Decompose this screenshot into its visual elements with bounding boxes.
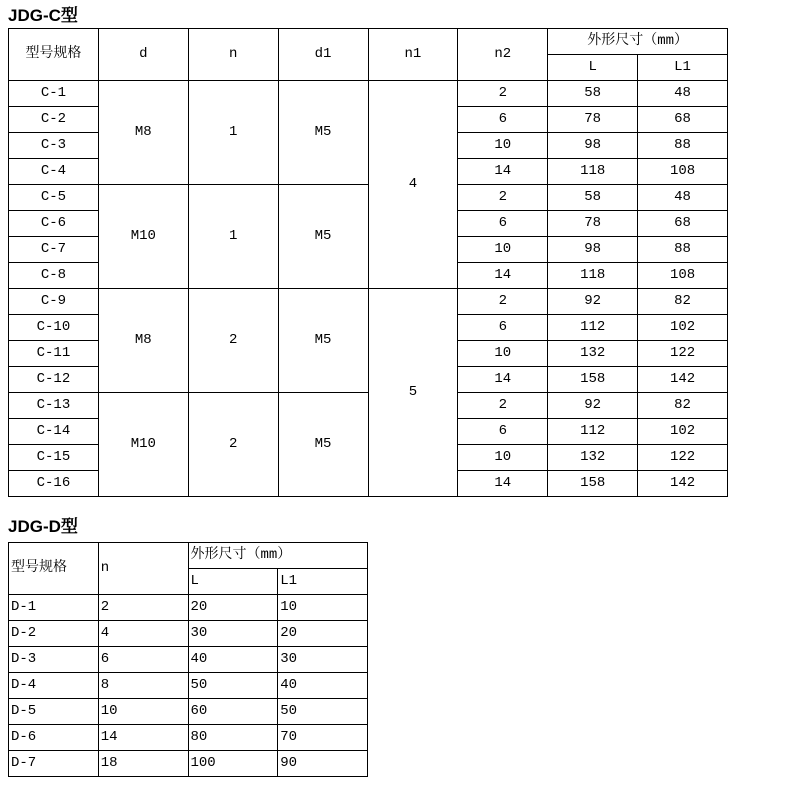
table-row: [9, 673, 368, 699]
table-cell: M5: [278, 81, 368, 185]
table-cell: 6: [98, 647, 188, 673]
col-header-d: d: [98, 29, 188, 81]
table-cell: 40: [188, 647, 278, 673]
table-cell: M10: [98, 185, 188, 289]
table-cell: 1: [188, 81, 278, 185]
table-cell: 30: [278, 647, 368, 673]
table-cell: C-13: [9, 393, 99, 419]
table-cell: 88: [638, 237, 728, 263]
table-row: [9, 699, 368, 725]
table-cell: C-3: [9, 133, 99, 159]
table-cell: 20: [278, 621, 368, 647]
table-cell: 18: [98, 751, 188, 777]
table-cell: D-2: [9, 621, 99, 647]
table-cell: 60: [188, 699, 278, 725]
table-cell: 20: [188, 595, 278, 621]
table-cell: D-4: [9, 673, 99, 699]
table-cell: 4: [368, 81, 458, 289]
table-cell: 2: [188, 393, 278, 497]
table-cell: 142: [638, 367, 728, 393]
table-cell: C-15: [9, 445, 99, 471]
col-header-L: L: [548, 55, 638, 81]
table-cell: 58: [548, 81, 638, 107]
jdg-d-table-body: [9, 595, 368, 777]
jdg-c-table-head: [9, 29, 728, 81]
table-row: [9, 725, 368, 751]
table-row: [9, 289, 728, 315]
table-cell: 108: [638, 159, 728, 185]
table-cell: 8: [98, 673, 188, 699]
jdg-c-table-body: [9, 81, 728, 497]
table-cell: 4: [98, 621, 188, 647]
table-cell: 48: [638, 81, 728, 107]
table-cell: 2: [458, 185, 548, 211]
table-cell: M5: [278, 185, 368, 289]
table-row: [9, 81, 728, 107]
header-row: [9, 543, 368, 569]
table-cell: 98: [548, 133, 638, 159]
table-cell: 82: [638, 289, 728, 315]
table-cell: 14: [98, 725, 188, 751]
col-header-model-spec: 型号规格: [9, 29, 99, 81]
section-title-jdg-c: JDG-C型: [8, 6, 78, 25]
table-cell: 142: [638, 471, 728, 497]
table-cell: 100: [188, 751, 278, 777]
table-cell: 14: [458, 471, 548, 497]
table-cell: 108: [638, 263, 728, 289]
table-cell: D-6: [9, 725, 99, 751]
table-cell: D-7: [9, 751, 99, 777]
table-cell: 92: [548, 393, 638, 419]
jdg-d-table-head: [9, 543, 368, 595]
table-cell: C-14: [9, 419, 99, 445]
col-header-model-spec: 型号规格: [9, 543, 99, 595]
table-cell: 50: [278, 699, 368, 725]
table-cell: 68: [638, 211, 728, 237]
table-cell: C-16: [9, 471, 99, 497]
table-cell: 122: [638, 341, 728, 367]
table-row: [9, 647, 368, 673]
section-title-jdg-d: JDG-D型: [8, 517, 78, 536]
jdg-c-table: [8, 28, 728, 497]
table-cell: 10: [458, 341, 548, 367]
col-header-L1: L1: [278, 569, 368, 595]
col-header-n1: n1: [368, 29, 458, 81]
table-cell: C-9: [9, 289, 99, 315]
table-cell: M5: [278, 289, 368, 393]
table-cell: 48: [638, 185, 728, 211]
table-cell: 80: [188, 725, 278, 751]
table-cell: C-10: [9, 315, 99, 341]
table-cell: 5: [368, 289, 458, 497]
table-cell: C-1: [9, 81, 99, 107]
table-cell: 78: [548, 211, 638, 237]
table-cell: 50: [188, 673, 278, 699]
table-cell: 2: [188, 289, 278, 393]
table-cell: 90: [278, 751, 368, 777]
table-cell: 10: [458, 133, 548, 159]
table-cell: M8: [98, 289, 188, 393]
table-cell: 2: [458, 81, 548, 107]
table-cell: 122: [638, 445, 728, 471]
table-cell: C-12: [9, 367, 99, 393]
table-cell: 14: [458, 159, 548, 185]
col-header-n2: n2: [458, 29, 548, 81]
header-row: [9, 29, 728, 55]
table-cell: 102: [638, 315, 728, 341]
table-row: [9, 595, 368, 621]
table-cell: 82: [638, 393, 728, 419]
table-cell: 112: [548, 315, 638, 341]
table-cell: 58: [548, 185, 638, 211]
table-cell: 40: [278, 673, 368, 699]
table-cell: 158: [548, 367, 638, 393]
table-cell: 118: [548, 159, 638, 185]
table-cell: C-5: [9, 185, 99, 211]
table-cell: 14: [458, 367, 548, 393]
table-row: [9, 751, 368, 777]
table-cell: 2: [458, 393, 548, 419]
table-cell: 102: [638, 419, 728, 445]
table-cell: 6: [458, 107, 548, 133]
table-cell: D-5: [9, 699, 99, 725]
col-header-n: n: [98, 543, 188, 595]
table-cell: 2: [98, 595, 188, 621]
table-cell: 6: [458, 315, 548, 341]
table-cell: 10: [458, 237, 548, 263]
table-cell: 88: [638, 133, 728, 159]
table-cell: 10: [278, 595, 368, 621]
jdg-d-table: [8, 542, 368, 777]
table-cell: M10: [98, 393, 188, 497]
table-cell: 132: [548, 341, 638, 367]
table-cell: D-3: [9, 647, 99, 673]
table-cell: C-2: [9, 107, 99, 133]
table-cell: C-6: [9, 211, 99, 237]
table-cell: D-1: [9, 595, 99, 621]
table-cell: 6: [458, 211, 548, 237]
table-cell: C-11: [9, 341, 99, 367]
table-cell: 158: [548, 471, 638, 497]
table-cell: 68: [638, 107, 728, 133]
table-cell: 30: [188, 621, 278, 647]
table-cell: 118: [548, 263, 638, 289]
table-cell: 10: [458, 445, 548, 471]
table-cell: C-8: [9, 263, 99, 289]
col-header-d1: d1: [278, 29, 368, 81]
table-cell: 98: [548, 237, 638, 263]
table-cell: 92: [548, 289, 638, 315]
table-cell: 1: [188, 185, 278, 289]
table-cell: 14: [458, 263, 548, 289]
col-header-dim-group: 外形尺寸（mm）: [548, 29, 728, 55]
table-cell: 112: [548, 419, 638, 445]
table-cell: C-7: [9, 237, 99, 263]
table-row: [9, 621, 368, 647]
table-cell: 132: [548, 445, 638, 471]
table-cell: C-4: [9, 159, 99, 185]
col-header-n: n: [188, 29, 278, 81]
col-header-dim-group: 外形尺寸（mm）: [188, 543, 368, 569]
table-cell: 2: [458, 289, 548, 315]
table-cell: 70: [278, 725, 368, 751]
table-cell: 6: [458, 419, 548, 445]
table-cell: 10: [98, 699, 188, 725]
table-cell: M5: [278, 393, 368, 497]
table-cell: M8: [98, 81, 188, 185]
col-header-L: L: [188, 569, 278, 595]
table-cell: 78: [548, 107, 638, 133]
col-header-L1: L1: [638, 55, 728, 81]
